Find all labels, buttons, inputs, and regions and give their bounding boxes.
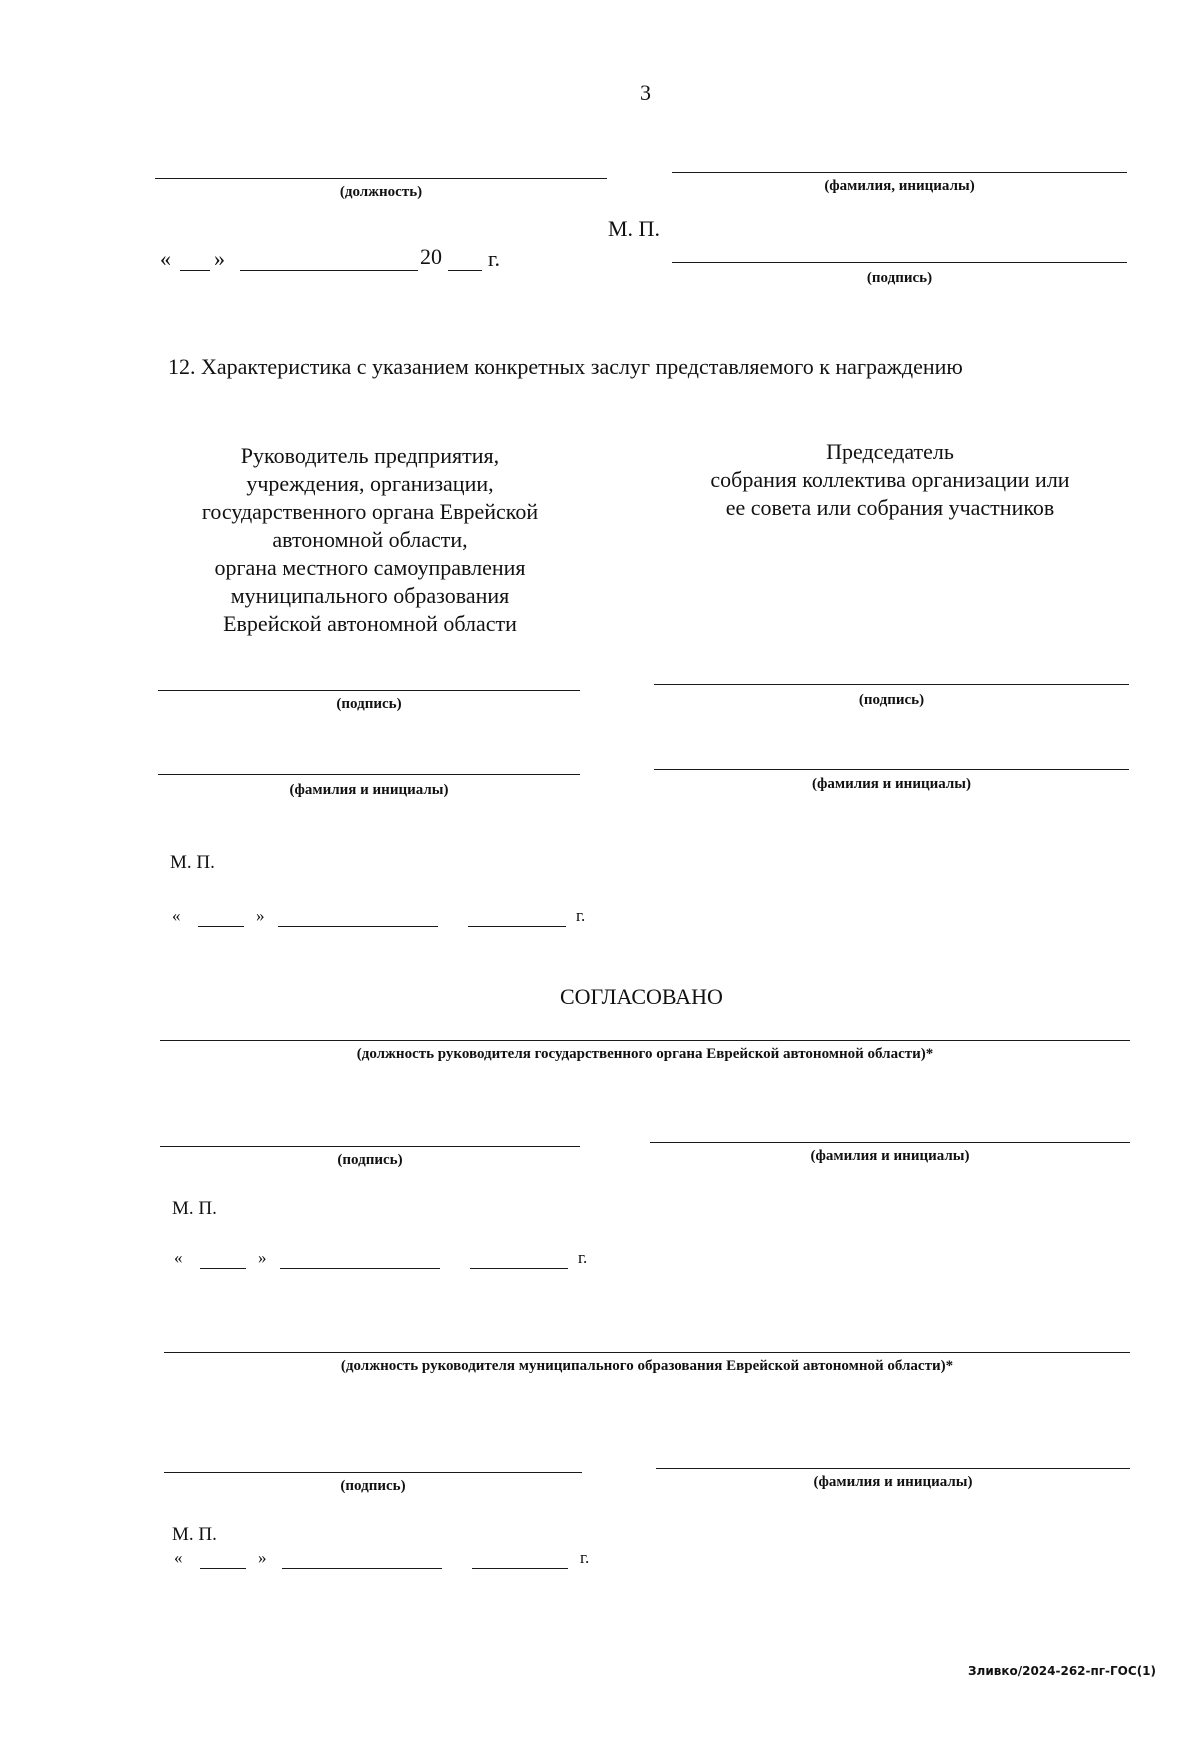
position-caption: (должность) <box>339 184 423 200</box>
date-year-line <box>448 270 482 271</box>
gov-signature-caption: (подпись) <box>337 1152 403 1168</box>
gov-date-month-line <box>280 1268 440 1269</box>
mun-name-caption: (фамилия и инициалы) <box>813 1474 973 1490</box>
signers-date-day-line <box>198 926 244 927</box>
date-year-prefix: 20 <box>420 244 442 269</box>
right-signature-line <box>654 684 1129 685</box>
right-signer-line: Председатель <box>826 439 954 464</box>
mun-date-day-line <box>200 1568 246 1569</box>
left-signer-line: автономной области, <box>272 527 468 552</box>
gov-date-day-line <box>200 1268 246 1269</box>
date-month-line <box>240 270 418 271</box>
gov-date-year-line <box>470 1268 568 1269</box>
signers-date-open-quote: « <box>172 906 181 925</box>
gov-date-suffix: г. <box>578 1248 588 1267</box>
left-signature-line <box>158 690 580 691</box>
date-close-quote: » <box>214 246 225 271</box>
mun-position-caption: (должность руководителя муниципального образования Еврейской автономной области)* <box>340 1358 954 1374</box>
left-signer-line: государственного органа Еврейской <box>201 499 539 524</box>
right-signature-caption: (подпись) <box>858 692 925 708</box>
left-signer-line: муниципального образования <box>230 583 510 608</box>
gov-position-caption: (должность руководителя государственного органа Еврейской автономной области)* <box>356 1046 934 1062</box>
gov-name-caption: (фамилия и инициалы) <box>810 1148 970 1164</box>
mun-date-open-quote: « <box>174 1548 183 1567</box>
position-line <box>155 178 607 179</box>
stamp-label: М. П. <box>608 216 660 241</box>
gov-stamp-label: М. П. <box>172 1198 217 1219</box>
left-signature-caption: (подпись) <box>336 696 402 712</box>
left-signer-line: Еврейской автономной области <box>223 611 517 636</box>
right-signer-line: собрания коллектива организации или <box>710 467 1070 492</box>
mun-date-close-quote: » <box>258 1548 267 1567</box>
section-12-title: 12. Характеристика с указанием конкретных заслуг представляемого к награждению <box>168 354 963 379</box>
gov-signature-line <box>160 1146 580 1147</box>
mun-signature-line <box>164 1472 582 1473</box>
page-number: 3 <box>640 80 651 105</box>
gov-date-close-quote: » <box>258 1248 267 1267</box>
footer-code: Зливко/2024-262-пг-ГОС(1) <box>968 1664 1157 1678</box>
mun-position-line <box>164 1352 1130 1353</box>
mun-date-year-line <box>472 1568 568 1569</box>
left-signer-line: органа местного самоуправления <box>214 555 526 580</box>
mun-stamp-label: М. П. <box>172 1524 217 1545</box>
right-name-caption: (фамилия и инициалы) <box>811 776 972 792</box>
left-signer-line: Руководитель предприятия, <box>240 443 500 468</box>
signature-line <box>672 262 1127 263</box>
gov-position-line <box>160 1040 1130 1041</box>
right-signer-line: ее совета или собрания участников <box>725 495 1055 520</box>
mun-date-suffix: г. <box>580 1548 590 1567</box>
mun-signature-caption: (подпись) <box>340 1478 406 1494</box>
name-caption: (фамилия, инициалы) <box>824 178 975 194</box>
signers-stamp-label: М. П. <box>170 852 215 873</box>
left-signer-line: учреждения, организации, <box>246 471 494 496</box>
right-name-line <box>654 769 1129 770</box>
date-day-line <box>180 270 210 271</box>
gov-date-open-quote: « <box>174 1248 183 1267</box>
left-name-line <box>158 774 580 775</box>
signers-date-month-line <box>278 926 438 927</box>
left-name-caption: (фамилия и инициалы) <box>289 782 449 798</box>
signers-date-year-line <box>468 926 566 927</box>
mun-date-month-line <box>282 1568 442 1569</box>
right-signer-title <box>670 438 1110 522</box>
signers-date-suffix: г. <box>576 906 586 925</box>
left-signer-title <box>170 442 570 638</box>
gov-name-line <box>650 1142 1130 1143</box>
date-year-suffix: г. <box>488 246 501 271</box>
signers-date-close-quote: » <box>256 906 265 925</box>
mun-name-line <box>656 1468 1130 1469</box>
agreed-title: СОГЛАСОВАНО <box>560 984 723 1009</box>
name-line <box>672 172 1127 173</box>
signature-caption: (подпись) <box>866 270 933 286</box>
date-open-quote: « <box>160 246 171 271</box>
